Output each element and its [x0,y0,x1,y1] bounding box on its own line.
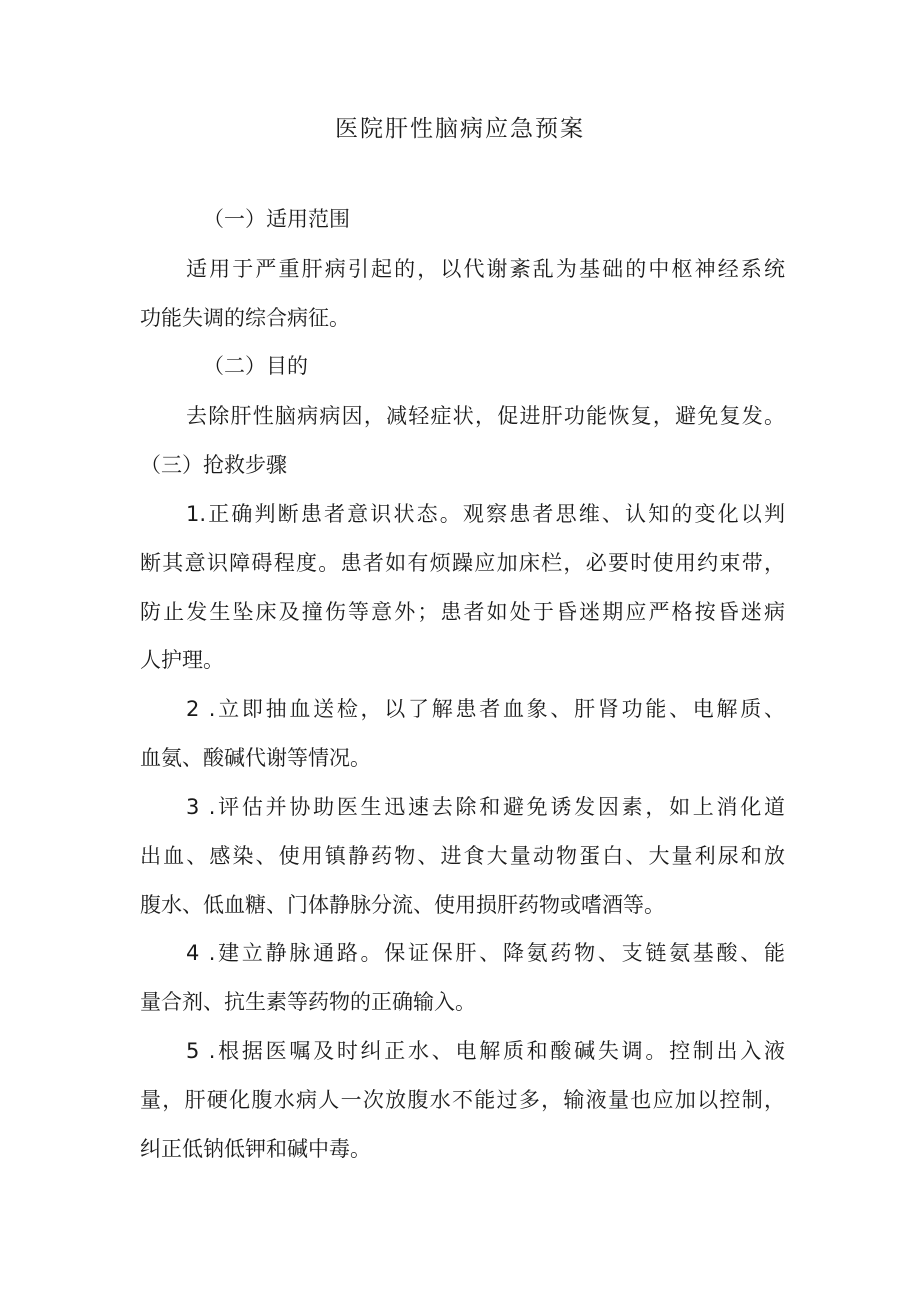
paragraph-line: 3 .评估并协助医生迅速去除和避免诱发因素，如上消化道 [186,795,785,819]
paragraph-line: 去除肝性脑病病因，减轻症状，促进肝功能恢复，避免复发。 [186,404,785,428]
paragraph-line: 2 .立即抽血送检，以了解患者血象、肝肾功能、电解质、 [186,697,785,721]
document-title: 医院肝性脑病应急预案 [335,116,585,142]
section-heading-steps: （三）抢救步骤 [140,453,287,477]
paragraph-line: 量合剂、抗生素等药物的正确输入。 [140,990,476,1014]
paragraph-line: 血氨、酸碱代谢等情况。 [140,746,371,770]
paragraph-line: 适用于严重肝病引起的，以代谢紊乱为基础的中枢神经系统 [186,257,785,281]
section-heading-purpose: （二）目的 [203,354,308,378]
paragraph-line: 1.正确判断患者意识状态。观察患者思维、认知的变化以判 [186,502,785,526]
paragraph-line: 出血、感染、使用镇静药物、进食大量动物蛋白、大量利尿和放 [140,844,785,868]
paragraph-line: 腹水、低血糖、门体静脉分流、使用损肝药物或嗜酒等。 [140,893,665,917]
paragraph-line: 4 .建立静脉通路。保证保肝、降氨药物、支链氨基酸、能 [186,941,785,965]
section-heading-scope: （一）适用范围 [203,207,350,231]
paragraph-line: 功能失调的综合病征。 [140,306,350,330]
paragraph-line: 量，肝硬化腹水病人一次放腹水不能过多，输液量也应加以控制， [140,1088,785,1112]
paragraph-line: 断其意识障碍程度。患者如有烦躁应加床栏，必要时使用约束带， [140,551,785,575]
paragraph-line: 5 .根据医嘱及时纠正水、电解质和酸碱失调。控制出入液 [186,1039,785,1063]
paragraph-line: 防止发生坠床及撞伤等意外；患者如处于昏迷期应严格按昏迷病 [140,600,785,624]
paragraph-line: 纠正低钠低钾和碱中毒。 [140,1137,371,1161]
paragraph-line: 人护理。 [140,648,224,672]
